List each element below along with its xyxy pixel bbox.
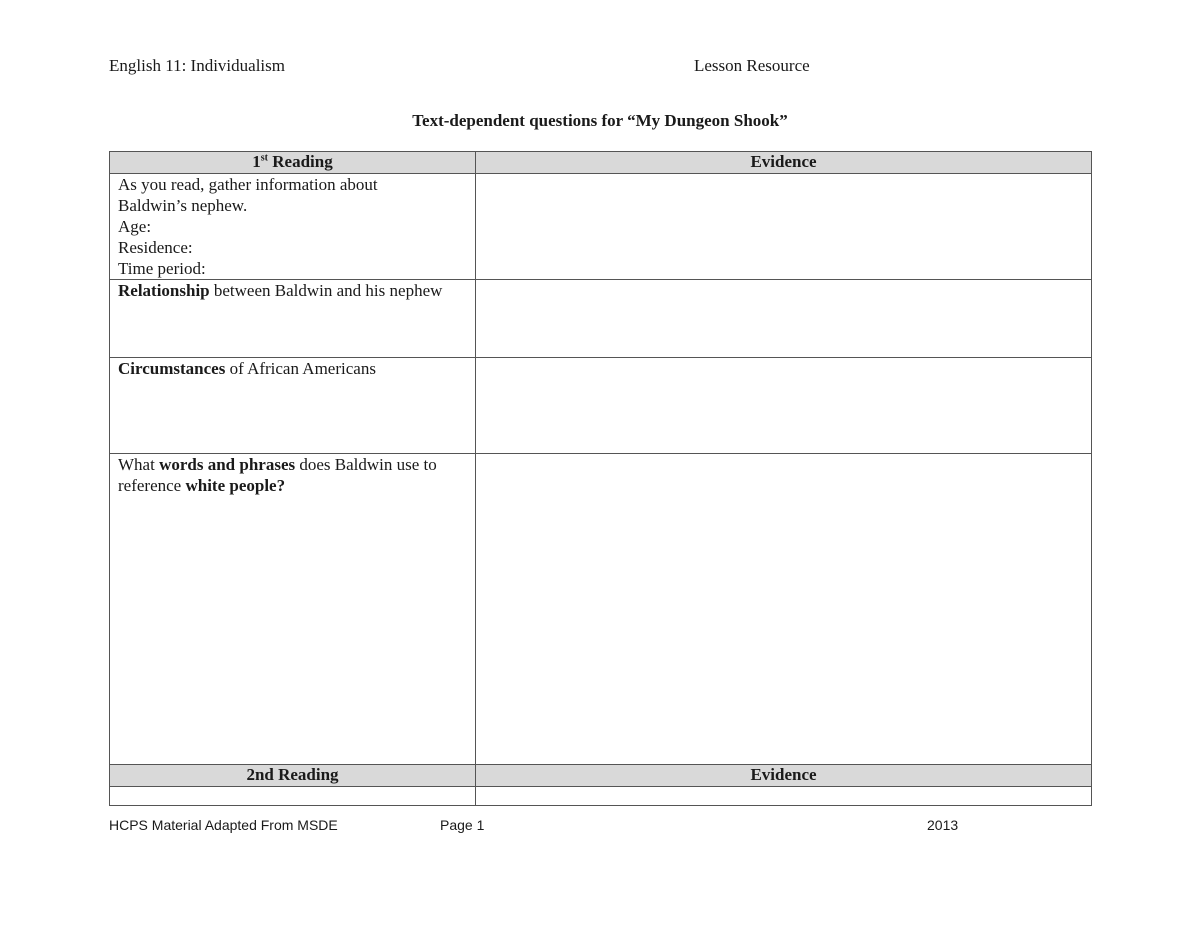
question-table bbox=[109, 151, 1092, 806]
evidence-header: Evidence bbox=[476, 765, 1092, 787]
second-reading-header-row bbox=[110, 765, 1092, 787]
words-phrases-prompt: What words and phrases does Baldwin use to reference white people? bbox=[110, 454, 476, 765]
table-row bbox=[110, 454, 1092, 765]
footer-year: 2013 bbox=[927, 817, 959, 833]
resource-type-label: Lesson Resource bbox=[694, 56, 810, 75]
table-row bbox=[110, 358, 1092, 454]
footer-source: HCPS Material Adapted From MSDE bbox=[109, 817, 338, 833]
first-reading-header: 1st Reading bbox=[110, 152, 476, 174]
evidence-cell[interactable] bbox=[476, 174, 1092, 280]
table-row bbox=[110, 174, 1092, 280]
second-reading-cell[interactable] bbox=[110, 787, 476, 806]
table-row bbox=[110, 787, 1092, 806]
evidence-cell[interactable] bbox=[476, 280, 1092, 358]
circumstances-prompt: Circumstances of African Americans bbox=[110, 358, 476, 454]
table-row bbox=[110, 280, 1092, 358]
evidence-cell[interactable] bbox=[476, 358, 1092, 454]
footer-page-number: Page 1 bbox=[440, 817, 485, 833]
evidence-header: Evidence bbox=[476, 152, 1092, 174]
document-title: Text-dependent questions for “My Dungeon Shook” bbox=[412, 111, 788, 130]
evidence-cell[interactable] bbox=[476, 454, 1092, 765]
evidence-cell[interactable] bbox=[476, 787, 1092, 806]
relationship-prompt: Relationship between Baldwin and his nephew bbox=[110, 280, 476, 358]
course-title: English 11: Individualism bbox=[109, 56, 285, 75]
first-reading-header-row bbox=[110, 152, 1092, 174]
nephew-info-prompt: As you read, gather information about Baldwin’s nephew. Age: Residence: Time period: bbox=[110, 174, 476, 280]
second-reading-header: 2nd Reading bbox=[110, 765, 476, 787]
